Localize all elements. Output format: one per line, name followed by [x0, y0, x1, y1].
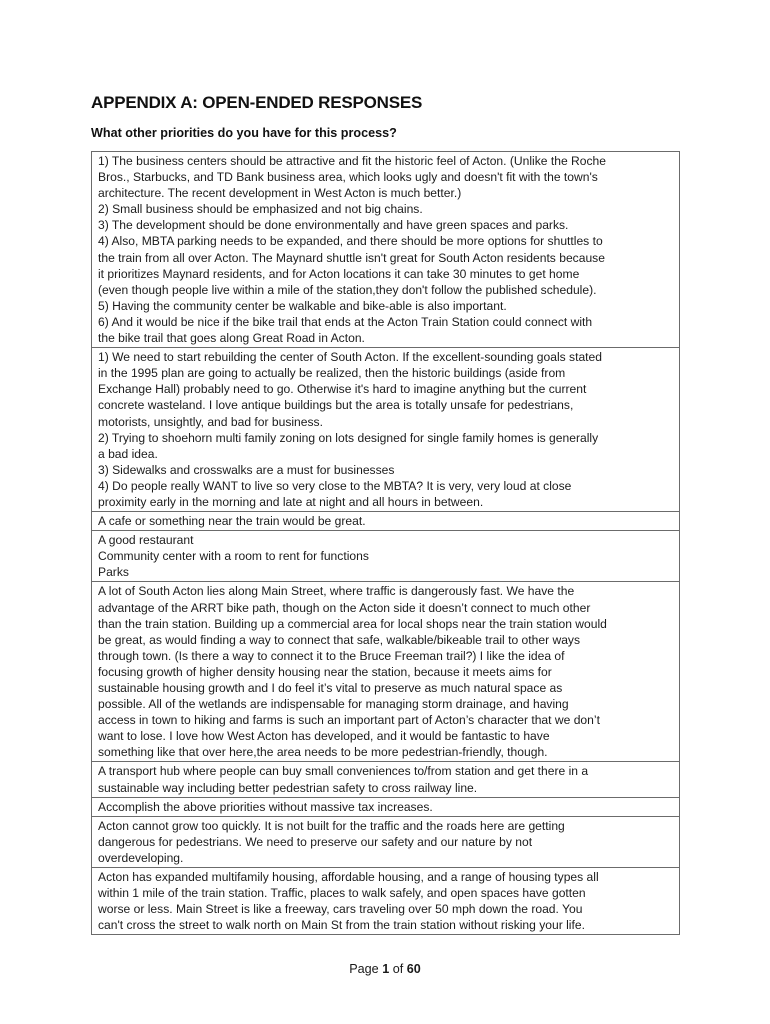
response-line: 3) Sidewalks and crosswalks are a must for businesses: [98, 462, 395, 477]
response-line: worse or less. Main Street is like a freeway, cars traveling over 50 mph down the road. You: [98, 902, 583, 917]
response-line: (even though people live within a mile of the station,they don't follow the published schedule).: [98, 282, 597, 297]
responses-table: [91, 151, 680, 935]
response-line: 4) Do people really WANT to live so very close to the MBTA? It is very, very loud at close: [98, 478, 572, 493]
response-line: 4) Also, MBTA parking needs to be expanded, and there should be more options for shuttles to: [98, 234, 603, 249]
response-line: Bros., Starbucks, and TD Bank business area, which looks ugly and doesn't fit with the town's: [98, 170, 598, 185]
response-line: Exchange Hall) probably need to go. Otherwise it's hard to imagine anything but the current: [98, 382, 587, 397]
response-line: dangerous for pedestrians. We need to preserve our safety and our nature by not: [98, 834, 533, 849]
response-line: sustainable way including better pedestrian safety to cross railway line.: [98, 780, 478, 795]
response-line: A transport hub where people can buy small conveniences to/from station and get there in a: [98, 764, 589, 779]
response-line: 2) Trying to shoehorn multi family zoning on lots designed for single family homes is generally: [98, 430, 599, 445]
response-line: possible. All of the wetlands are indispensable for managing storm drainage, and having: [98, 697, 569, 712]
response-line: A cafe or something near the train would be great.: [98, 514, 366, 529]
response-line: architecture. The recent development in West Acton is much better.): [98, 186, 462, 201]
page-label: Page: [349, 962, 379, 976]
response-line: A lot of South Acton lies along Main Street, where traffic is dangerously fast. We have the: [98, 584, 575, 599]
response-line: be great, as would finding a way to connect that safe, walkable/bikeable trail to other ways: [98, 632, 581, 647]
response-line: A good restaurant: [98, 533, 194, 548]
response-line: than the train station. Building up a commercial area for local shops near the train station would: [98, 616, 607, 631]
response-line: through town. (Is there a way to connect it to the Bruce Freeman trail?) I like the idea of: [98, 648, 565, 663]
response-line: a bad idea.: [98, 446, 158, 461]
response-line: overdeveloping.: [98, 850, 184, 865]
response-row: [92, 816, 679, 867]
response-row: [92, 797, 679, 816]
response-line: access in town to hiking and farms is such an important part of Acton’s character that we don’t: [98, 713, 600, 728]
response-line: Parks: [98, 565, 129, 580]
response-line: 6) And it would be nice if the bike trail that ends at the Acton Train Station could connect with: [98, 314, 593, 329]
of-label: of: [392, 962, 404, 976]
response-line: Community center with a room to rent for functions: [98, 549, 369, 564]
total-pages-number: 60: [406, 962, 421, 976]
response-row: [92, 581, 679, 761]
page-title: APPENDIX A: OPEN-ENDED RESPONSES: [91, 93, 423, 112]
response-row: [92, 530, 679, 581]
response-line: 1) We need to start rebuilding the center of South Acton. If the excellent-sounding goals stated: [98, 350, 602, 365]
page-footer: [0, 962, 770, 976]
response-line: 1) The business centers should be attractive and fit the historic feel of Acton. (Unlike the Roche: [98, 154, 606, 168]
response-row: [92, 347, 679, 511]
response-line: 2) Small business should be emphasized and not big chains.: [98, 202, 423, 217]
response-line: focusing growth of higher density housing near the station, because it meets aims for: [98, 664, 552, 679]
response-row: [92, 511, 679, 530]
response-line: 3) The development should be done environmentally and have green spaces and parks.: [98, 218, 569, 233]
response-line: Acton cannot grow too quickly. It is not built for the traffic and the roads here are getting: [98, 818, 565, 833]
response-line: Acton has expanded multifamily housing, affordable housing, and a range of housing types all: [98, 870, 599, 885]
response-line: sustainable housing growth and I do feel it’s vital to preserve as much natural space as: [98, 681, 563, 695]
response-line: can't cross the street to walk north on Main St from the train station without risking your life.: [98, 918, 585, 933]
question-heading: What other priorities do you have for this process?: [91, 126, 397, 140]
response-line: want to lose. I love how West Acton has developed, and it would be fantastic to have: [98, 729, 550, 744]
response-line: Accomplish the above priorities without massive tax increases.: [98, 799, 433, 814]
response-line: the train from all over Acton. The Maynard shuttle isn't great for South Acton residents because: [98, 250, 605, 265]
response-line: it prioritizes Maynard residents, and for Acton locations it can take 30 minutes to get home: [98, 266, 580, 281]
response-line: within 1 mile of the train station. Traffic, places to walk safely, and open spaces have gotten: [98, 886, 586, 901]
response-line: in the 1995 plan are going to actually be realized, then the historic buildings (aside from: [98, 366, 566, 381]
response-row: [92, 152, 679, 347]
response-line: 5) Having the community center be walkable and bike-able is also important.: [98, 298, 507, 313]
response-line: the bike trail that goes along Great Road in Acton.: [98, 331, 365, 346]
response-row: [92, 867, 679, 934]
response-line: concrete wasteland. I love antique buildings but the area is totally unsafe for pedestrians,: [98, 398, 574, 413]
response-line: advantage of the ARRT bike path, though on the Acton side it doesn’t connect to much other: [98, 600, 591, 615]
response-line: something like that over here,the area needs to be more pedestrian-friendly, though.: [98, 745, 548, 760]
response-line: proximity early in the morning and late at night and all hours in between.: [98, 494, 484, 509]
response-row: [92, 761, 679, 796]
response-line: motorists, unsightly, and bad for business.: [98, 414, 323, 429]
current-page-number: 1: [382, 962, 390, 976]
